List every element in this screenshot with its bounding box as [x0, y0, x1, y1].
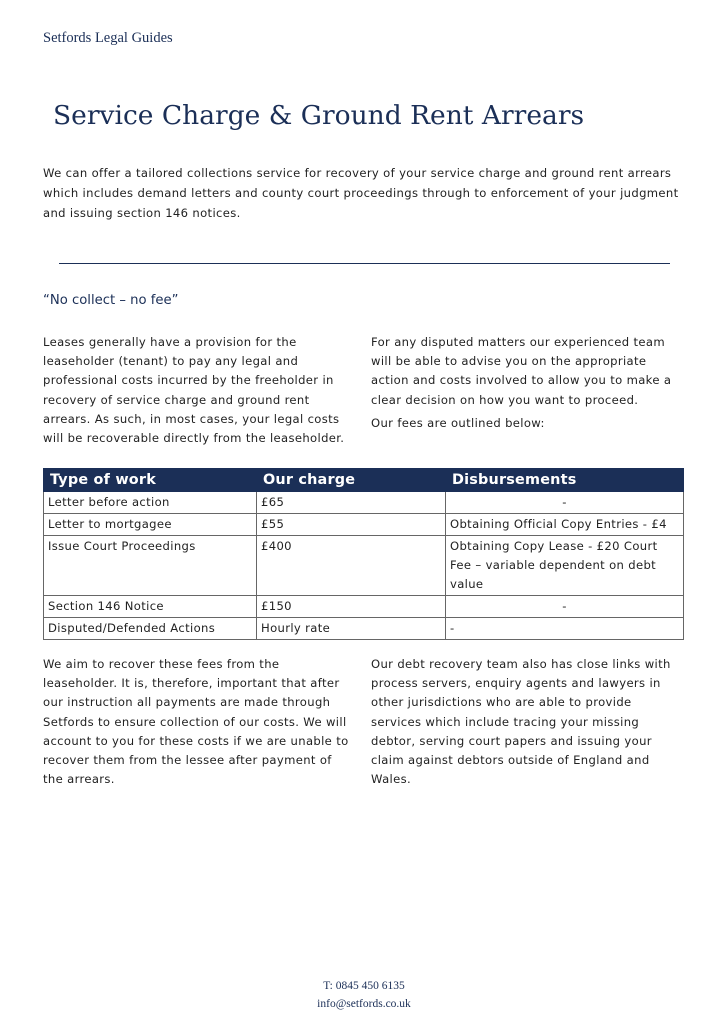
cell-type: Issue Court Proceedings: [44, 536, 257, 596]
cell-disbursement: -: [446, 492, 684, 514]
cell-charge: Hourly rate: [257, 618, 446, 640]
cell-type: Letter to mortgagee: [44, 514, 257, 536]
table-row: [44, 536, 684, 596]
disputed-matters-paragraph: For any disputed matters our experienced team will be able to advise you on the appropriate action and costs involved to allow you to make a clear decision on how you want to proceed.: [371, 335, 672, 407]
table-header-row: [44, 469, 684, 492]
debt-recovery-paragraph: Our debt recovery team also has close links with process servers, enquiry agents and lawyers in other jurisdictions who are able to provide services which include tracing your missing debtor, serving court papers and issuing your claim against debtors outside of England and Wales.: [371, 657, 671, 787]
table-row: [44, 492, 684, 514]
table-row: [44, 596, 684, 618]
table-row: [44, 514, 684, 536]
cell-disbursement: -: [446, 618, 684, 640]
divider: [59, 263, 670, 264]
cell-charge: £55: [257, 514, 446, 536]
fees-intro-paragraph: Our fees are outlined below:: [371, 415, 545, 430]
header-type-of-work: Type of work: [44, 469, 257, 492]
cell-disbursement: -: [446, 596, 684, 618]
page-title: Service Charge & Ground Rent Arrears: [53, 100, 585, 131]
section1-right-column: [371, 333, 676, 433]
recover-fees-paragraph: We aim to recover these fees from the leaseholder. It is, therefore, important that after our instruction all payments are made through Setfords to ensure collection of our costs. We will account to you for these costs if we are unable to recover them from the lessee after payment of the arrears.: [43, 657, 349, 787]
cell-disbursement: Obtaining Copy Lease - £20 Court Fee – variable dependent on debt value: [446, 536, 684, 596]
no-collect-no-fee-quote: “No collect – no fee”: [43, 293, 179, 308]
brand-header: Setfords Legal Guides: [43, 30, 173, 46]
cell-charge: £150: [257, 596, 446, 618]
table-row: [44, 618, 684, 640]
section2-left-column: [43, 655, 353, 789]
footer-phone: T: 0845 450 6135: [323, 980, 405, 992]
intro-paragraph: We can offer a tailored collections service for recovery of your service charge and ground rent arrears which includes demand letters and county court proceedings through to enforcement of your judgment and issuing section 146 notices.: [43, 166, 679, 220]
cell-charge: £400: [257, 536, 446, 596]
cell-disbursement: Obtaining Official Copy Entries - £4: [446, 514, 684, 536]
fees-table: [43, 468, 684, 640]
cell-type: Disputed/Defended Actions: [44, 618, 257, 640]
section1-left-column: [43, 333, 345, 448]
section2-right-column: [371, 655, 681, 789]
cell-type: Section 146 Notice: [44, 596, 257, 618]
cell-charge: £65: [257, 492, 446, 514]
header-our-charge: Our charge: [257, 469, 446, 492]
leases-paragraph: Leases generally have a provision for the leaseholder (tenant) to pay any legal and professional costs incurred by the freeholder in recovery of service charge and ground rent arrears. As such, in most cases, your legal costs will be recoverable directly from the leaseholder.: [43, 335, 345, 446]
header-disbursements: Disbursements: [446, 469, 684, 492]
cell-type: Letter before action: [44, 492, 257, 514]
footer-email[interactable]: info@setfords.co.uk: [317, 998, 411, 1010]
